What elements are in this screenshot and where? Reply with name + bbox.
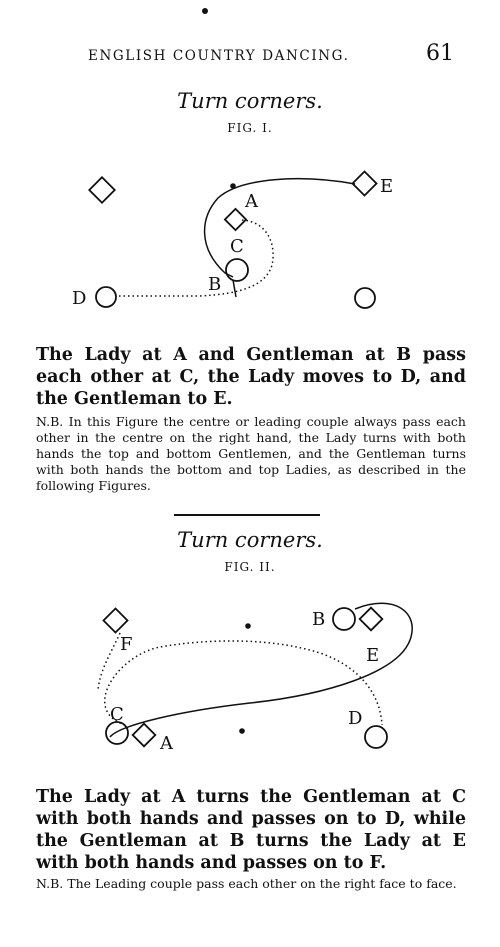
section-rule [174, 514, 320, 516]
dancer-diamond-a [133, 724, 156, 747]
figure-1-diagram [0, 160, 500, 320]
figure-1-title: Turn corners. [177, 89, 323, 113]
path-gentleman-end [233, 280, 236, 297]
bottom-centre-dot [239, 728, 245, 734]
path-lady [118, 220, 273, 296]
page-number: 61 [426, 41, 454, 66]
figure-2-diagram [0, 585, 500, 760]
figure-2-title: Turn corners. [177, 528, 323, 552]
dancer-circle-d [365, 726, 387, 748]
figure-2-label: FIG. II. [224, 560, 276, 574]
dancer-circle-bottom-right [355, 288, 375, 308]
dancer-circle-b [226, 259, 248, 281]
note-1: N.B. In this Figure the centre or leading couple always pass each other in the centre on the right hand, the Lady turns with both hands the top and bottom Gentlemen, and the Gentleman turns with both hands the bottom and top Ladies, as described in the following Figures. [36, 414, 466, 493]
dancer-diamond-f [103, 608, 127, 632]
label-d: D [348, 708, 363, 729]
figure-1-label: FIG. I. [227, 121, 273, 135]
label-e: E [366, 645, 380, 666]
running-title: ENGLISH COUNTRY DANCING. [88, 48, 350, 64]
note-2: N.B. The Leading couple pass each other on the right face to face. [36, 876, 457, 891]
label-f: F [120, 634, 133, 655]
paragraph-1: The Lady at A and Gentleman at B pass each other at C, the Lady moves to D, and the Gentleman to E. [36, 345, 466, 409]
dancer-circle-b [333, 608, 355, 630]
path-lady-return [98, 633, 120, 690]
label-a: A [245, 191, 258, 212]
label-b: B [208, 274, 222, 295]
dancer-diamond-top-left [89, 177, 114, 202]
path-gentleman [205, 179, 355, 277]
label-a: A [160, 733, 173, 754]
path-lady [105, 641, 382, 725]
path-gentleman [110, 603, 412, 737]
top-dot [202, 8, 208, 14]
label-d: D [72, 288, 87, 309]
page-header [0, 42, 500, 72]
paragraph-2: The Lady at A turns the Gentleman at C with both hands and passes on to D, while the Gentleman at B turns the Lady at E with both hands and passes on to F. [36, 787, 466, 873]
dancer-diamond-e [352, 171, 376, 195]
dancer-diamond-e [360, 608, 383, 631]
label-c: C [110, 704, 124, 725]
label-b: B [312, 609, 326, 630]
dancer-circle-d [96, 287, 116, 307]
top-centre-dot [245, 623, 251, 629]
label-e: E [380, 176, 394, 197]
label-c: C [230, 236, 244, 257]
